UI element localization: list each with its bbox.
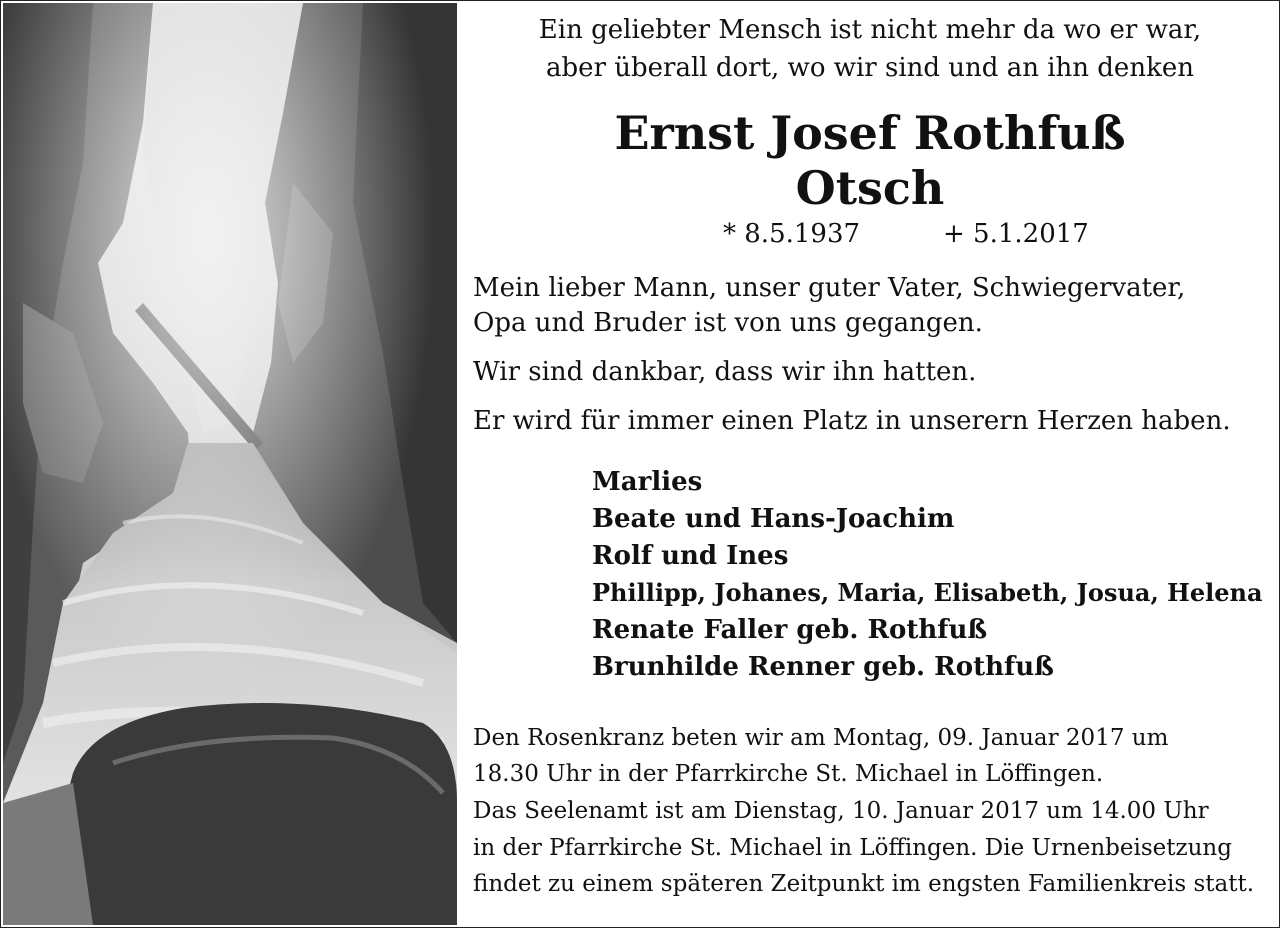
mourner-line: Renate Faller geb. Rothfuß bbox=[592, 615, 988, 645]
mourner-line: Marlies bbox=[592, 467, 703, 497]
mourner-line: Beate und Hans-Joachim bbox=[592, 504, 955, 534]
birth-date: * 8.5.1937 bbox=[723, 219, 861, 249]
deceased-nickname: Otsch bbox=[795, 161, 945, 215]
obituary-text bbox=[461, 1, 1279, 927]
notice-line: findet zu einem späteren Zeitpunkt im engsten Familienkreis statt. bbox=[473, 871, 1255, 897]
motto-line-1: Ein geliebter Mensch ist nicht mehr da wo er war, bbox=[538, 15, 1202, 45]
death-date: + 5.1.2017 bbox=[943, 219, 1089, 249]
message-line-4: Er wird für immer einen Platz in unserern Herzen haben. bbox=[473, 406, 1231, 436]
message-line-1: Mein lieber Mann, unser guter Vater, Schwiegervater, bbox=[473, 273, 1186, 303]
mourner-line: Rolf und Ines bbox=[592, 541, 789, 571]
message-line-2: Opa und Bruder ist von uns gegangen. bbox=[473, 308, 983, 338]
mourner-line: Phillipp, Johanes, Maria, Elisabeth, Josua, Helena bbox=[592, 578, 1263, 607]
notice-line: Den Rosenkranz beten wir am Montag, 09. Januar 2017 um bbox=[473, 725, 1169, 751]
message-line-3: Wir sind dankbar, dass wir ihn hatten. bbox=[473, 357, 977, 387]
notice-line: Das Seelenamt ist am Dienstag, 10. Januar 2017 um 14.00 Uhr bbox=[473, 798, 1209, 824]
notice-line: in der Pfarrkirche St. Michael in Löffingen. Die Urnenbeisetzung bbox=[473, 835, 1232, 861]
mourner-line: Brunhilde Renner geb. Rothfuß bbox=[592, 652, 1054, 682]
notice-line: 18.30 Uhr in der Pfarrkirche St. Michael in Löffingen. bbox=[473, 761, 1104, 787]
deceased-name: Ernst Josef Rothfuß bbox=[614, 106, 1126, 160]
motto-line-2: aber überall dort, wo wir sind und an ihn denken bbox=[546, 53, 1194, 83]
gorge-photo bbox=[3, 3, 457, 925]
